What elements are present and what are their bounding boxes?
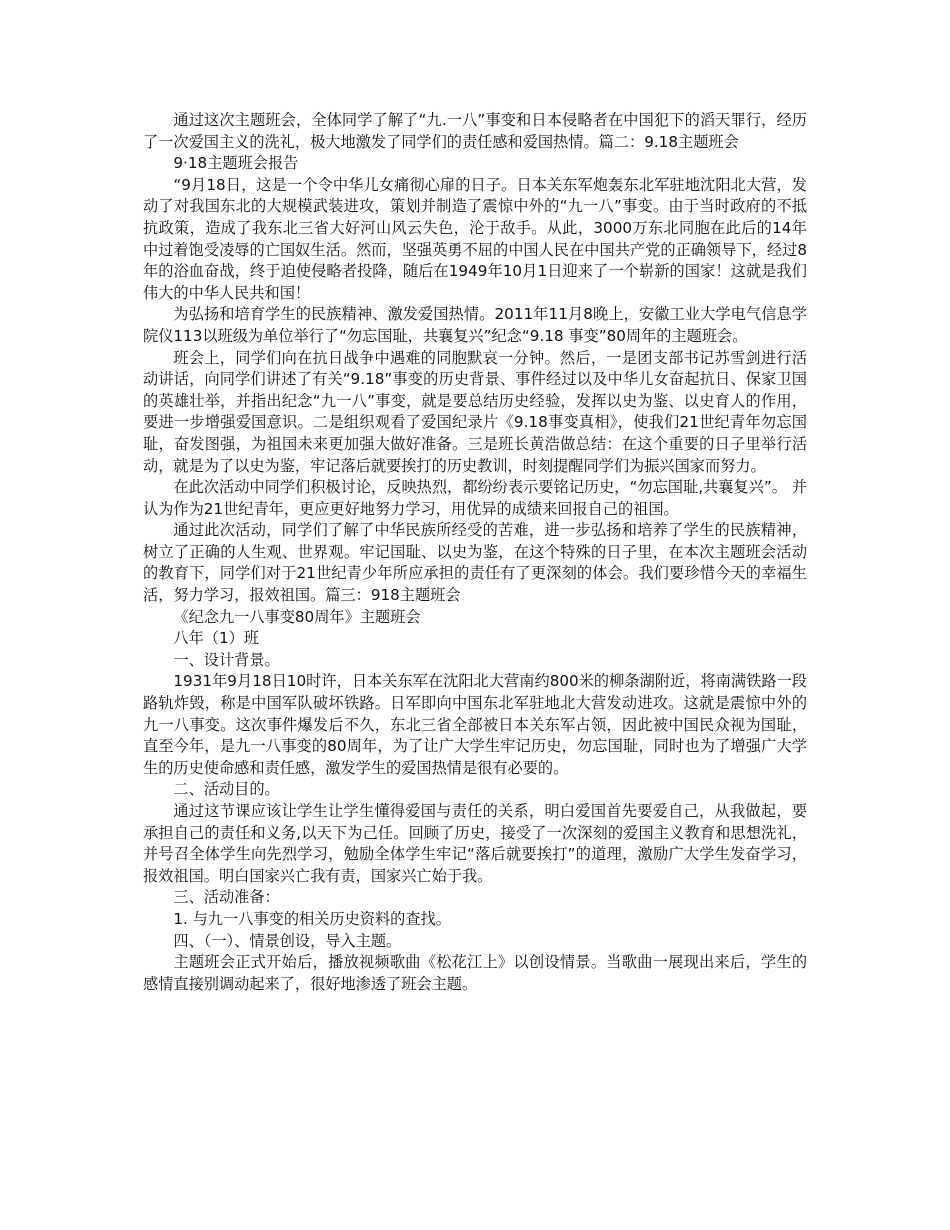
paragraph-14: 三、活动准备： xyxy=(173,888,280,907)
paragraph-8: 《纪念九一八事变80周年》主题班会 xyxy=(173,607,421,626)
paragraph-17: 主题班会正式开始后，播放视频歌曲《松花江上》以创设情景。当歌曲一展现出来后，学生的感情直接别调动起来了，很好地渗透了班会主题。 xyxy=(143,953,807,993)
paragraph-13: 通过这节课应该让学生让学生懂得爱国与责任的关系，明白爱国首先要爱自己，从我做起，要承担自己的责任和义务,以天下为己任。回顾了历史，接受了一次深刻的爱国主义教育和思想洗礼，并号召全体学生向先烈学习，勉励全体学生牢记“落后就要挨打”的道理，激励广大学生发奋学习，报效祖国。明白国家兴亡我有责，国家兴亡始于我。 xyxy=(143,802,807,885)
paragraph-15: 1. 与九一八事变的相关历史资料的查找。 xyxy=(173,909,451,928)
paragraph-5: 班会上，同学们向在抗日战争中遇难的同胞默哀一分钟。然后，一是团支部书记苏雪剑进行活动讲话，向同学们讲述了有关“9.18”事变的历史背景、事件经过以及中华儿女奋起抗日、保家卫国的英雄壮举，并指出纪念“九一八”事变，就是要总结历史经验，发挥以史为鉴、以史育人的作用，要进一步增强爱国意识。二是组织观看了爱国纪录片《9.18事变真相》，使我们21世纪青年勿忘国耻，奋发图强，为祖国未来更加强大做好准备。三是班长黄浩做总结：在这个重要的日子里举行活动，就是为了以史为鉴，牢记落后就要挨打的历史教训，时刻提醒同学们为振兴国家而努力。 xyxy=(143,348,807,475)
document-page xyxy=(143,110,807,995)
paragraph-9: 八年（1）班 xyxy=(173,629,259,648)
paragraph-16: 四、（一）、情景创设，导入主题。 xyxy=(173,931,402,950)
paragraph-2: 9·18主题班会报告 xyxy=(173,154,299,173)
paragraph-12: 二、活动目的。 xyxy=(173,780,280,799)
paragraph-3: “9月18日，这是一个令中华儿女痛彻心扉的日子。日本关东军炮轰东北军驻地沈阳北大营，发动了对我国东北的大规模武装进攻，策划并制造了震惊中外的“九一八”事变。由于当时政府的不抵抗政策，造成了我东北三省大好河山风云失色，沦于敌手。从此，3000万东北同胞在此后的14年中过着饱受凌辱的亡国奴生活。然而，坚强英勇不屈的中国人民在中国共产党的正确领导下，经过8年的浴血奋战，终于迫使侵略者投降，随后在1949年10月1日迎来了一个崭新的国家！这就是我们伟大的中华人民共和国！ xyxy=(143,175,807,302)
paragraph-11: 1931年9月18日10时许，日本关东军在沈阳北大营南约800米的柳条湖附近，将南满铁路一段路轨炸毁，称是中国军队破坏铁路。日军即向中国东北军驻地北大营发动进攻。这就是震惊中外的九一八事变。这次事件爆发后不久，东北三省全部被日本关东军占领，因此被中国民众视为国耻，直至今年，是九一八事变的80周年，为了让广大学生牢记历史，勿忘国耻，同时也为了增强广大学生的历史使命感和责任感，激发学生的爱国热情是很有必要的。 xyxy=(143,672,807,777)
paragraph-1: 通过这次主题班会，全体同学了解了“九.一八”事变和日本侵略者在中国犯下的滔天罪行，经历了一次爱国主义的洗礼，极大地激发了同学们的责任感和爱国热情。篇二：9.18主题班会 xyxy=(143,111,807,151)
paragraph-6: 在此次活动中同学们积极讨论，反映热烈，都纷纷表示要铭记历史，“勿忘国耻,共襄复兴”。 并认为作为21世纪青年，更应更好地努力学习，用优异的成绩来回报自己的祖国。 xyxy=(143,478,807,518)
paragraph-4: 为弘扬和培育学生的民族精神、激发爱国热情。2011年11月8晚上，安徽工业大学电气信息学院仪113以班级为单位举行了“勿忘国耻，共襄复兴”纪念“9.18 事变”80周年的主题班会。 xyxy=(143,305,807,345)
paragraph-10: 一、设计背景。 xyxy=(173,650,280,669)
paragraph-7: 通过此次活动，同学们了解了中华民族所经受的苦难，进一步弘扬和培养了学生的民族精神，树立了正确的人生观、世界观。牢记国耻、以史为鉴，在这个特殊的日子里，在本次主题班会活动的教育下，同学们对于21世纪青少年所应承担的责任有了更深刻的体会。我们要珍惜今天的幸福生活，努力学习，报效祖国。篇三：918主题班会 xyxy=(143,521,807,605)
